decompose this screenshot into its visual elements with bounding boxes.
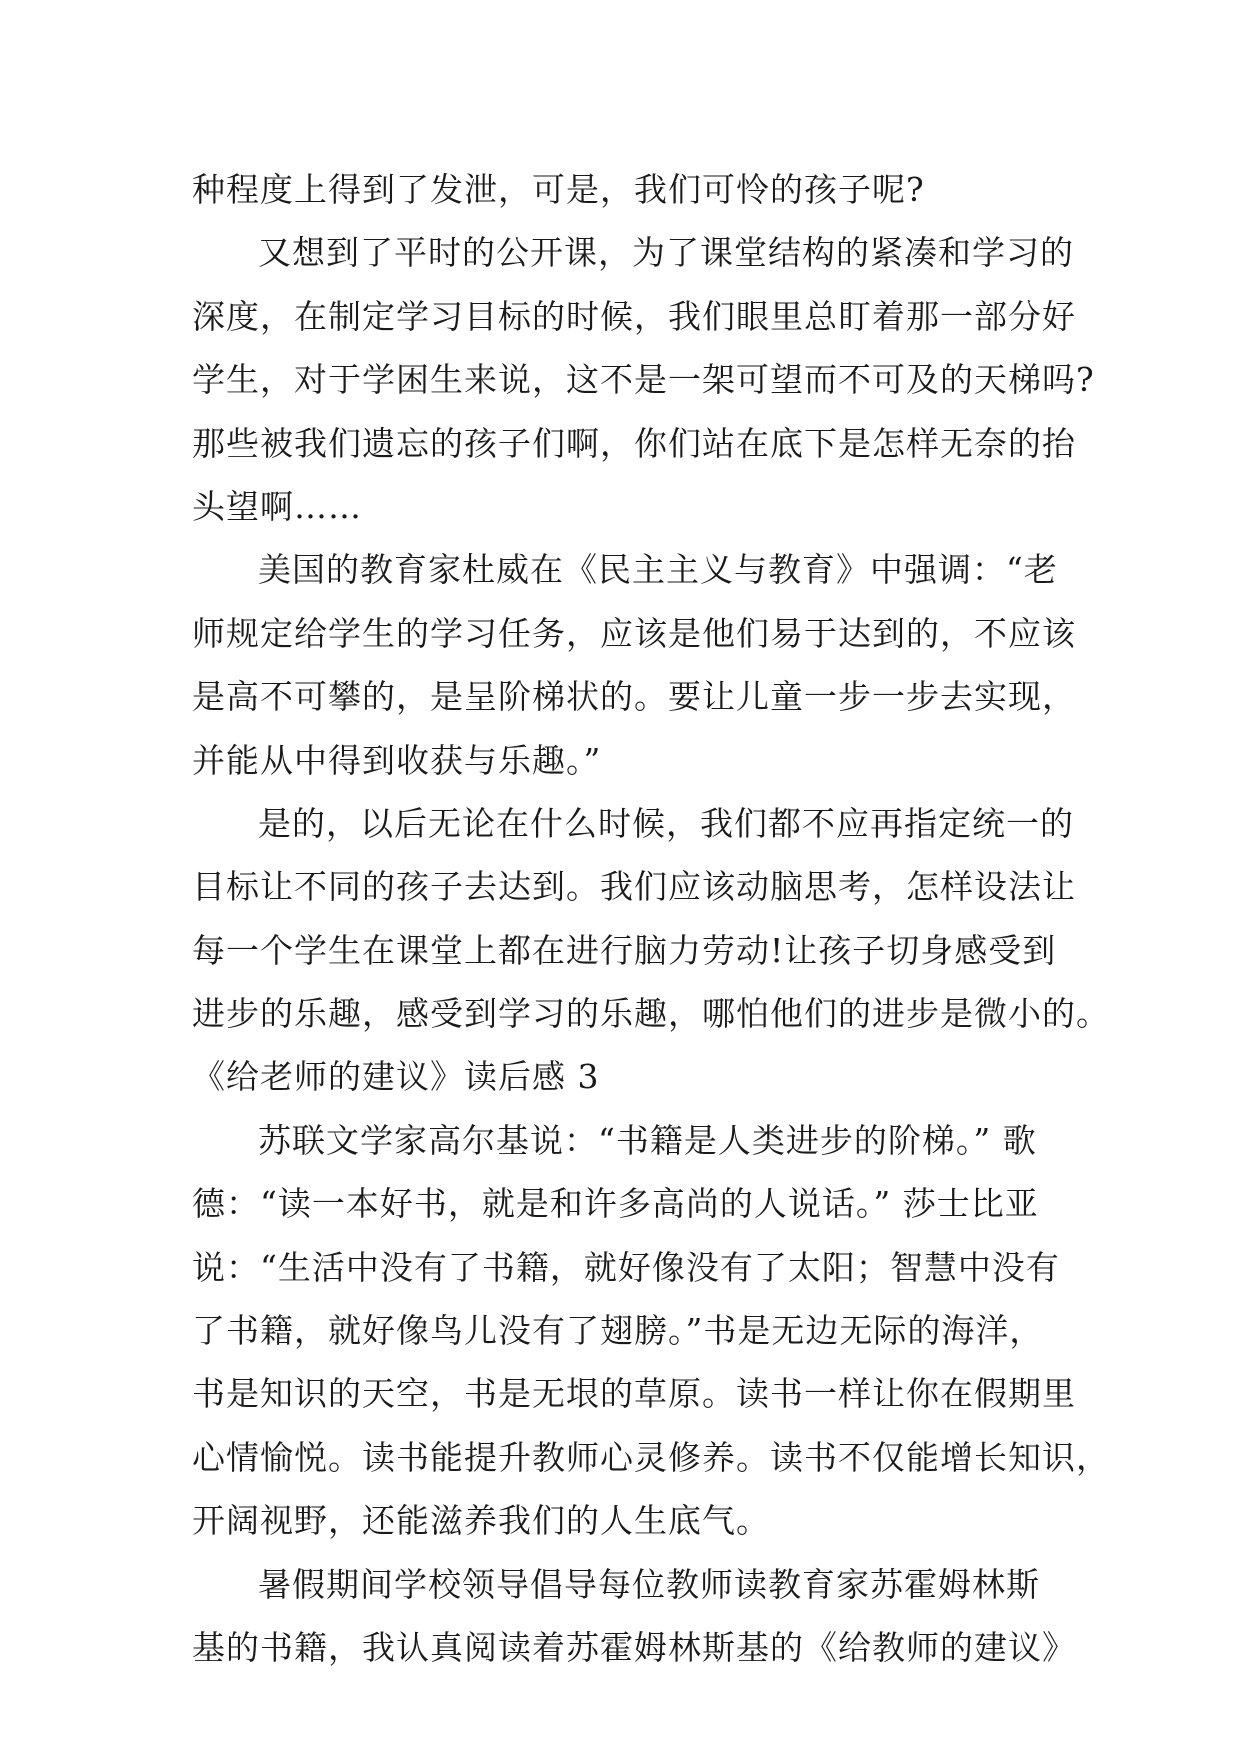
text-line: 是的，以后无论在什么时候，我们都不应再指定统一的 bbox=[258, 803, 1074, 843]
text-line: 深度，在制定学习目标的时候，我们眼里总盯着那一部分好 bbox=[192, 296, 1076, 336]
text-line: 进步的乐趣，感受到学习的乐趣，哪怕他们的进步是微小的。 bbox=[192, 994, 1110, 1034]
document-body bbox=[192, 158, 1110, 1679]
text-line: 苏联文学家高尔基说：“书籍是人类进步的阶梯。” 歌 bbox=[258, 1120, 1037, 1160]
text-line: 美国的教育家杜威在《民主主义与教育》中强调：“老 bbox=[258, 550, 1058, 590]
text-line: 是高不可攀的，是呈阶梯状的。要让儿童一步一步去实现， bbox=[192, 677, 1076, 717]
text-line: 师规定给学生的学习任务，应该是他们易于达到的，不应该 bbox=[192, 613, 1076, 653]
text-line: 开阔视野，还能滋养我们的人生底气。 bbox=[192, 1501, 770, 1541]
text-line: 说：“生活中没有了书籍，就好像没有了太阳；智慧中没有 bbox=[192, 1247, 1060, 1287]
text-line: 学生，对于学困生来说，这不是一架可望而不可及的天梯吗? bbox=[192, 360, 1095, 400]
text-line: 并能从中得到收获与乐趣。” bbox=[192, 740, 602, 780]
text-line: 每一个学生在课堂上都在进行脑力劳动!让孩子切身感受到 bbox=[192, 930, 1057, 970]
text-line: 种程度上得到了发泄，可是，我们可怜的孩子呢? bbox=[192, 170, 925, 209]
text-line: 心情愉悦。读书能提升教师心灵修养。读书不仅能增长知识， bbox=[192, 1437, 1110, 1477]
text-line: 又想到了平时的公开课，为了课堂结构的紧凑和学习的 bbox=[258, 233, 1074, 273]
text-line: 了书籍，就好像鸟儿没有了翅膀。”书是无边无际的海洋， bbox=[192, 1311, 1044, 1351]
section-heading: 《给老师的建议》读后感 3 bbox=[192, 1057, 600, 1097]
text-line: 目标让不同的孩子去达到。我们应该动脑思考，怎样设法让 bbox=[192, 867, 1076, 907]
text-line: 书是知识的天空，书是无垠的草原。读书一样让你在假期里 bbox=[192, 1374, 1076, 1414]
text-line: 基的书籍，我认真阅读着苏霍姆林斯基的《给教师的建议》 bbox=[192, 1627, 1076, 1667]
text-line: 暑假期间学校领导倡导每位教师读教育家苏霍姆林斯 bbox=[258, 1564, 1040, 1604]
text-line: 头望啊…… bbox=[192, 486, 362, 526]
text-line: 德：“读一本好书，就是和许多高尚的人说话。” 莎士比亚 bbox=[192, 1184, 1039, 1224]
text-line: 那些被我们遗忘的孩子们啊，你们站在底下是怎样无奈的抬 bbox=[192, 423, 1076, 463]
